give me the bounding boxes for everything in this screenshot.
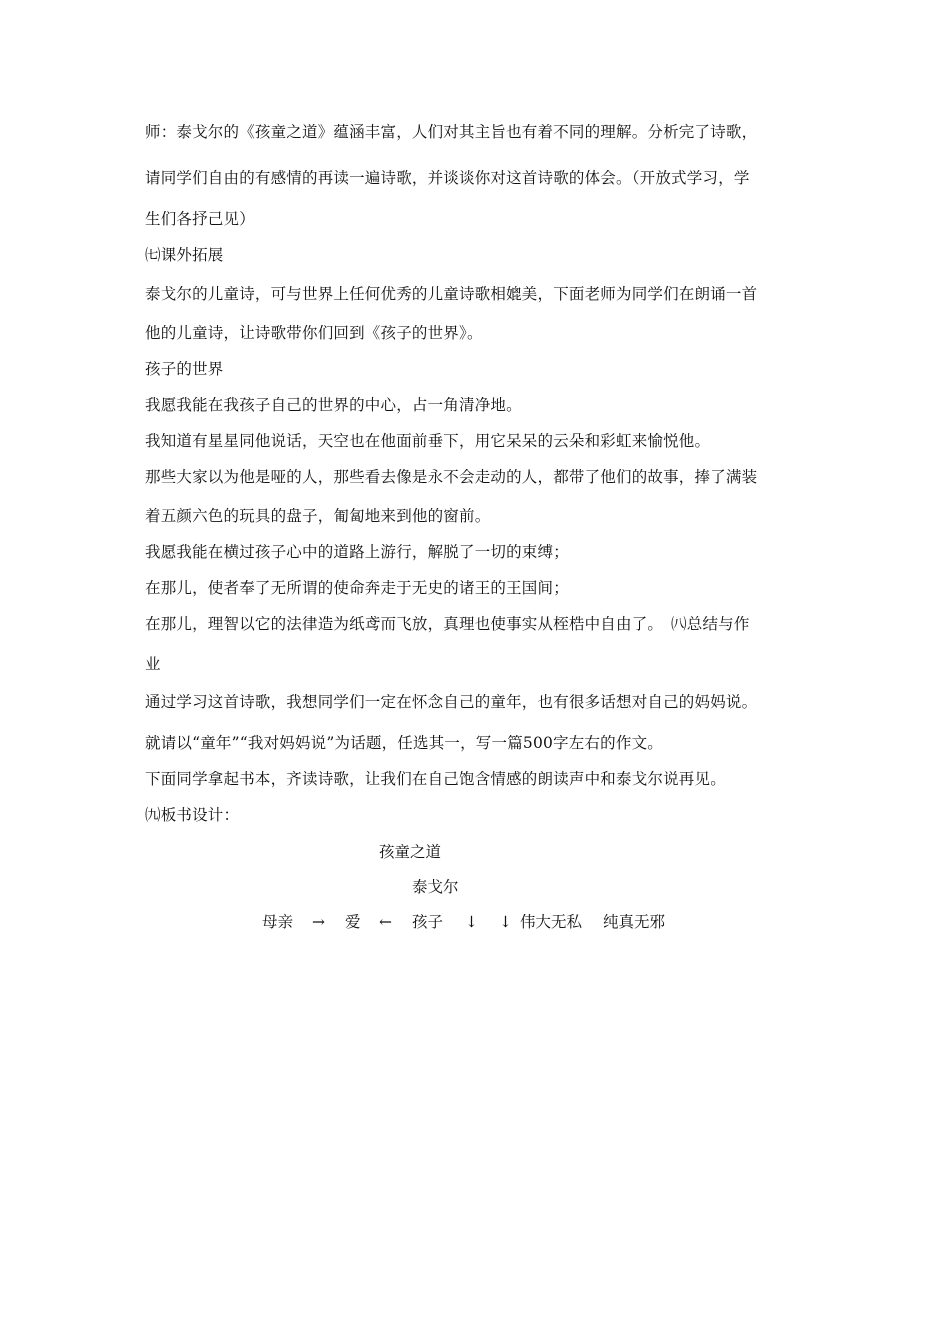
paragraph-line: 请同学们自由的有感情的再读一遍诗歌，并谈谈你对这首诗歌的体会。（开放式学习，学 <box>145 169 750 187</box>
arrow-down-icon: ↓ <box>465 913 478 931</box>
poem-line: 着五颜六色的玩具的盘子，匍匐地来到他的窗前。 <box>145 507 491 525</box>
board-author: 泰戈尔 <box>412 878 459 896</box>
arrow-right-icon: → <box>312 913 325 931</box>
poem-line: 我知道有星星同他说话，天空也在他面前垂下，用它呆呆的云朵和彩虹来愉悦他。 <box>145 432 711 450</box>
paragraph-line: 生们各抒己见） <box>145 210 255 228</box>
arrow-down-icon: ↓ <box>499 913 512 931</box>
poem-line: 那些大家以为他是哑的人，那些看去像是永不会走动的人，都带了他们的故事，捧了满装 <box>145 468 758 486</box>
section-heading: 业 <box>145 655 161 673</box>
paragraph-line: 师：泰戈尔的《孩童之道》蕴涵丰富，人们对其主旨也有着不同的理解。分析完了诗歌， <box>145 123 758 141</box>
paragraph-line: 通过学习这首诗歌，我想同学们一定在怀念自己的童年，也有很多话想对自己的妈妈说。 <box>145 693 758 711</box>
poem-line: 我愿我能在横过孩子心中的道路上游行，解脱了一切的束缚； <box>145 543 569 561</box>
board-mother: 母亲 <box>262 913 294 931</box>
paragraph-line: 下面同学拿起书本，齐读诗歌，让我们在自己饱含情感的朗读声中和泰戈尔说再见。 <box>145 770 726 788</box>
poem-line: 在那儿，使者奉了无所谓的使命奔走于无史的诸王的王国间； <box>145 579 569 597</box>
poem-line: 我愿我能在我孩子自己的世界的中心，占一角清净地。 <box>145 396 522 414</box>
section-heading: ㈨板书设计： <box>145 806 240 824</box>
paragraph-line: 泰戈尔的儿童诗，可与世界上任何优秀的儿童诗歌相媲美，下面老师为同学们在朗诵一首 <box>145 285 758 303</box>
paragraph-line: 就请以“童年”“我对妈妈说”为话题，任选其一，写一篇500字左右的作文。 <box>145 734 663 752</box>
poem-line: 在那儿，理智以它的法律造为纸鸢而飞放，真理也使事实从桎梏中自由了。 ㈧总结与作 <box>145 615 750 633</box>
section-heading: ㈦课外拓展 <box>145 246 224 264</box>
board-selfless: 伟大无私 <box>520 913 583 931</box>
arrow-left-icon: ← <box>379 913 392 931</box>
poem-title: 孩子的世界 <box>145 360 224 378</box>
board-innocent: 纯真无邪 <box>603 913 666 931</box>
board-title: 孩童之道 <box>379 843 442 861</box>
board-love: 爱 <box>345 913 361 931</box>
board-child: 孩子 <box>412 913 444 931</box>
paragraph-line: 他的儿童诗，让诗歌带你们回到《孩子的世界》。 <box>145 324 483 342</box>
